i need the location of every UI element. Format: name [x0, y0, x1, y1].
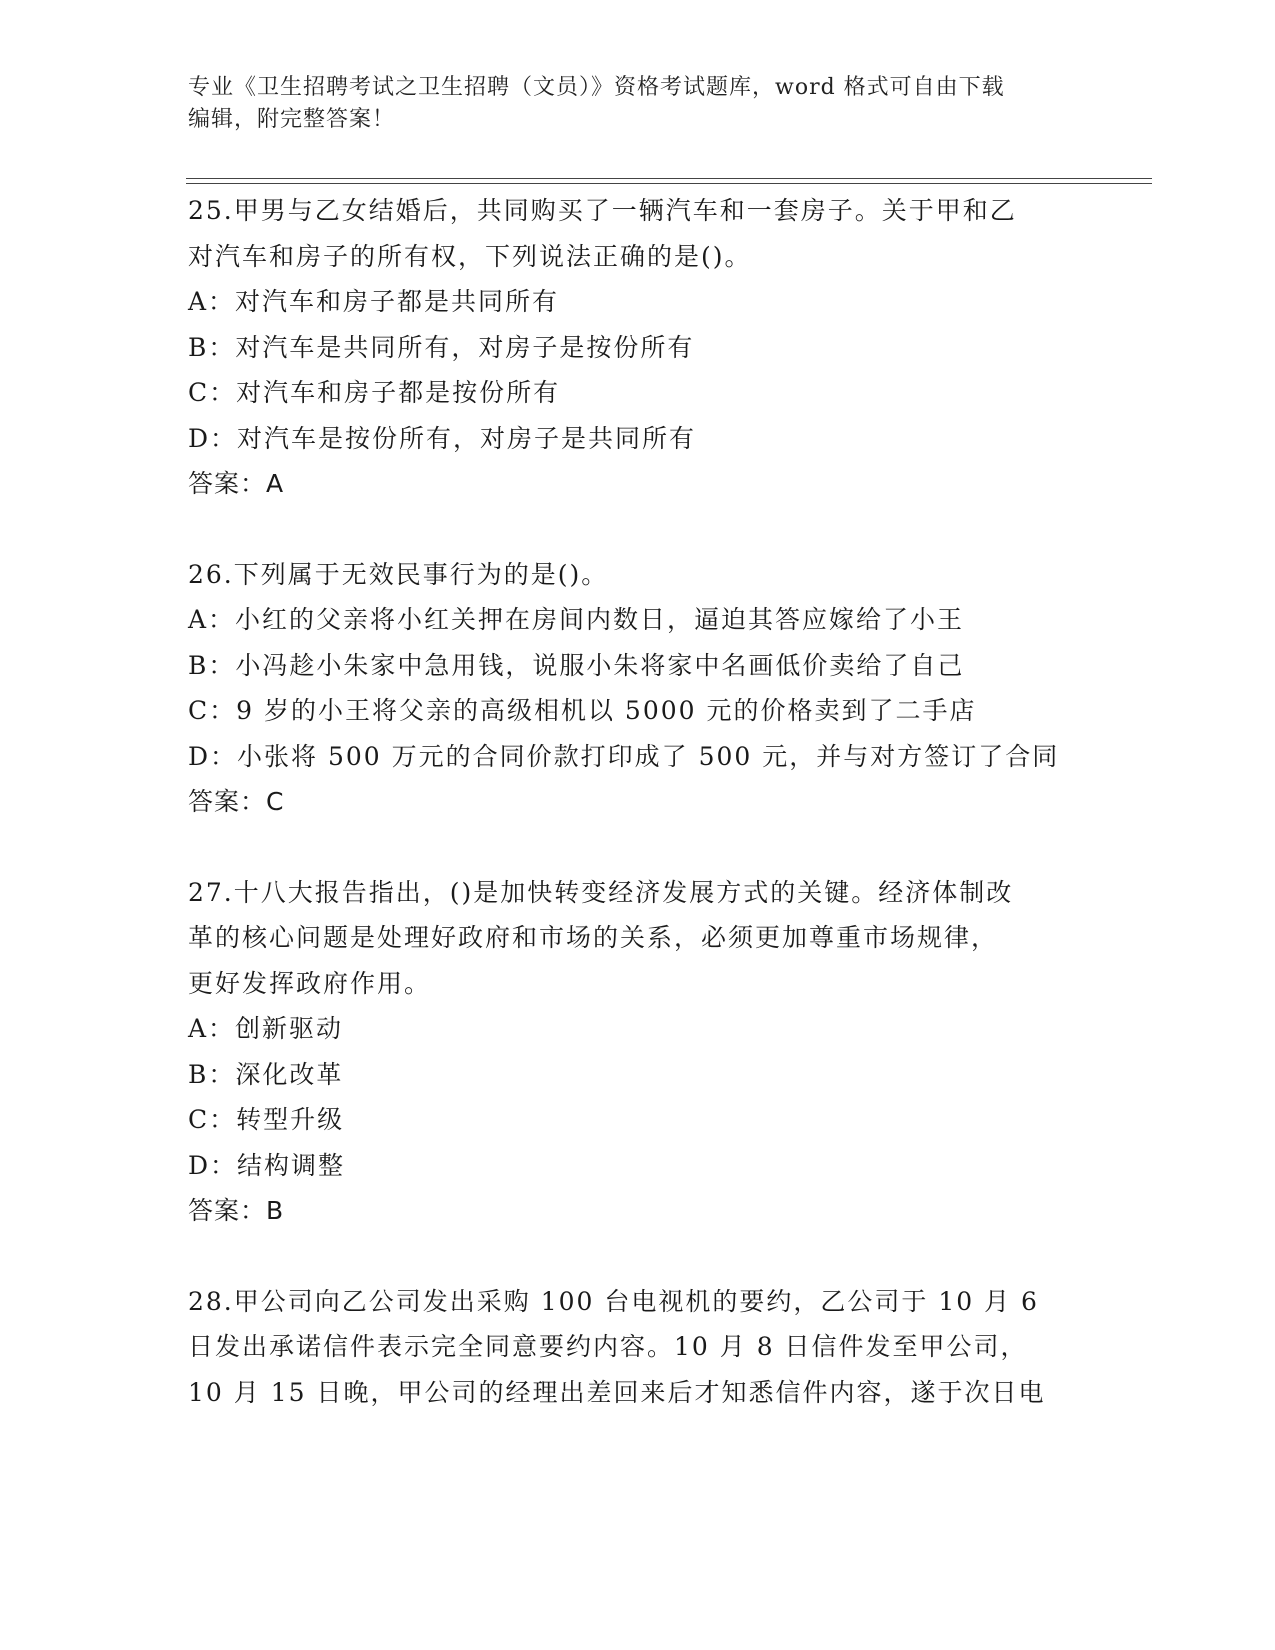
question-stem-line: 革的核心问题是处理好政府和市场的关系，必须更加尊重市场规律， — [188, 923, 999, 952]
question-block — [188, 552, 1088, 825]
question-block — [188, 870, 1088, 1234]
option-d: D：小张将 500 万元的合同价款打印成了 500 元，并与对方签订了合同 — [188, 741, 1060, 771]
header-line-2: 编辑，附完整答案！ — [188, 107, 396, 132]
option-a: A：对汽车和房子都是共同所有 — [188, 287, 560, 316]
question-stem-line: 25.甲男与乙女结婚后，共同购买了一辆汽车和一套房子。关于甲和乙 — [188, 196, 1017, 225]
option-b: B：深化改革 — [188, 1059, 344, 1089]
option-c: C：对汽车和房子都是按份所有 — [188, 378, 561, 407]
answer-line: 答案：B — [188, 1196, 285, 1225]
question-stem-line: 对汽车和房子的所有权，下列说法正确的是()。 — [188, 241, 752, 271]
option-c: C：9 岁的小王将父亲的高级相机以 5000 元的价格卖到了二手店 — [188, 696, 977, 725]
answer-line: 答案：C — [188, 787, 285, 816]
header-divider-bottom — [186, 183, 1152, 184]
document-header — [188, 72, 1078, 136]
question-stem-line: 更好发挥政府作用。 — [188, 968, 432, 998]
option-b: B：小冯趁小朱家中急用钱，说服小朱将家中名画低价卖给了自己 — [188, 650, 965, 680]
question-stem-line: 26.下列属于无效民事行为的是()。 — [188, 559, 609, 589]
header-divider-top — [186, 178, 1152, 179]
header-line-1: 专业《卫生招聘考试之卫生招聘（文员）》资格考试题库，word 格式可自由下载 — [188, 75, 1005, 100]
question-stem-line: 27.十八大报告指出，()是加快转变经济发展方式的关键。经济体制改 — [188, 877, 1014, 907]
question-list — [188, 188, 1088, 1415]
option-c: C：转型升级 — [188, 1105, 345, 1134]
question-stem-line: 日发出承诺信件表示完全同意要约内容。10 月 8 日信件发至甲公司， — [188, 1332, 1028, 1361]
option-d: D：对汽车是按份所有，对房子是共同所有 — [188, 423, 697, 453]
answer-line: 答案：A — [188, 469, 285, 498]
question-block — [188, 188, 1088, 507]
question-stem-line: 28.甲公司向乙公司发出采购 100 台电视机的要约，乙公司于 10 月 6 — [188, 1286, 1039, 1316]
question-stem-line: 10 月 15 日晚，甲公司的经理出差回来后才知悉信件内容，遂于次日电 — [188, 1377, 1046, 1407]
option-a: A：小红的父亲将小红关押在房间内数日，逼迫其答应嫁给了小王 — [188, 605, 965, 634]
option-b: B：对汽车是共同所有，对房子是按份所有 — [188, 332, 695, 362]
question-block — [188, 1279, 1088, 1416]
option-d: D：结构调整 — [188, 1150, 346, 1180]
option-a: A：创新驱动 — [188, 1014, 344, 1043]
